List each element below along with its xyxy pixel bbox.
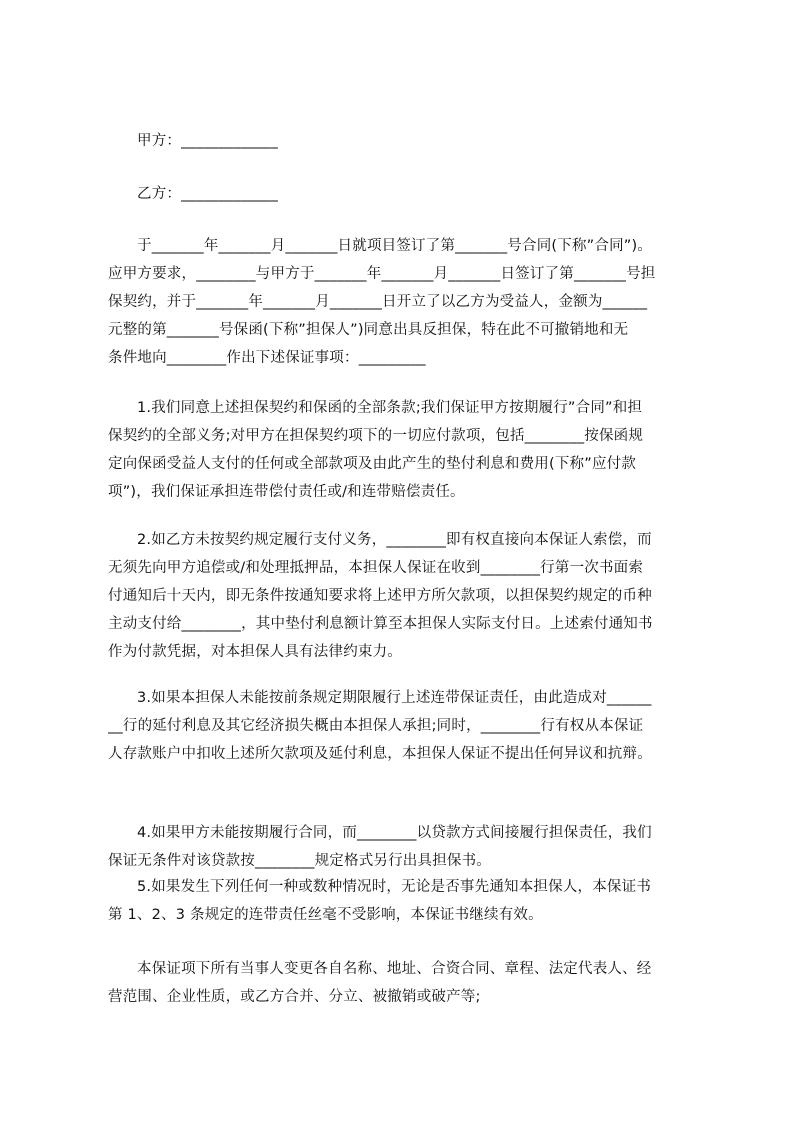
intro-line-1: 于_______年_______月_______日就项目签订了第_______号合同(下称”合同”)。 (137, 238, 653, 254)
clause-5-line-2: 第 1、2、3 条规定的连带责任丝毫不受影响，本保证书继续有效。 (108, 907, 543, 923)
intro-line-4: 元整的第_______号保函(下称”担保人”)同意出具反担保，特在此不可撤销地和无 (108, 322, 629, 338)
clause-4-paragraph (108, 819, 712, 875)
clause-3-line-3: 人存款账户中扣收上述所欠款项及延付利息，本担保人保证不提出任何异议和抗辩。 (108, 746, 652, 762)
final-paragraph (108, 955, 712, 1011)
intro-line-2: 应甲方要求，________与甲方于_______年_______月_______日签订了第_______号担 (108, 266, 656, 282)
clause-1-paragraph (108, 394, 712, 506)
clause-1-line-2: 保契约的全部义务;对甲方在担保契约项下的一切应付款项，包括________按保函规 (108, 428, 644, 444)
final-line-1: 本保证项下所有当事人变更各自名称、地址、合资合同、章程、法定代表人、经 (137, 961, 652, 977)
clause-3-paragraph (108, 684, 712, 768)
clause-2-line-3: 付通知后十天内，即无条件按通知要求将上述甲方所欠款项，以担保契约规定的币种 (108, 588, 652, 604)
party-a-text: 甲方：_____________ (137, 133, 278, 149)
party-a-line (108, 127, 712, 155)
clause-3-line-1: 3.如果本担保人未能按前条规定期限履行上述连带保证责任，由此造成对______ (137, 690, 652, 706)
clause-5-paragraph (108, 873, 712, 929)
intro-line-5: 条件地向________作出下述保证事项：_________ (108, 350, 426, 366)
clause-2-paragraph (108, 526, 712, 666)
clause-1-line-1: 1.我们同意上述担保契约和保函的全部条款;我们保证甲方按期履行”合同”和担 (137, 400, 643, 416)
clause-1-line-4: 项”)，我们保证承担连带偿付责任或/和连带赔偿责任。 (108, 484, 465, 500)
intro-paragraph (108, 232, 712, 372)
clause-2-line-2: 无须先向甲方追偿或/和处理抵押品，本担保人保证在收到________行第一次书面索 (108, 560, 644, 576)
clause-1-line-3: 定向保函受益人支付的任何或全部款项及由此产生的垫付利息和费用(下称”应付款 (108, 456, 637, 472)
clause-3-line-2: __行的延付利息及其它经济损失概由本担保人承担;同时，________行有权从本保证 (108, 718, 644, 734)
final-line-2: 营范围、企业性质，或乙方合并、分立、被撤销或破产等; (108, 989, 481, 1005)
clause-2-line-1: 2.如乙方未按契约规定履行支付义务，________即有权直接向本保证人索偿，而 (137, 532, 652, 548)
party-b-text: 乙方：_____________ (137, 186, 278, 202)
intro-line-3: 保契约，并于_______年_______月_______日开立了以乙方为受益人，金额为______ (108, 294, 648, 310)
clause-5-line-1: 5.如果发生下列任何一种或数种情况时，无论是否事先通知本担保人，本保证书 (137, 879, 652, 895)
clause-4-line-2: 保证无条件对该贷款按________规定格式另行出具担保书。 (108, 853, 491, 869)
clause-4-line-1: 4.如果甲方未能按期履行合同，而________以贷款方式间接履行担保责任，我们 (137, 825, 652, 841)
clause-2-line-4: 主动支付给________，其中垫付利息额计算至本担保人实际支付日。上述索付通知书 (108, 616, 653, 632)
party-b-line (108, 180, 712, 208)
clause-2-line-5: 作为付款凭据，对本担保人具有法律约束力。 (108, 644, 402, 660)
